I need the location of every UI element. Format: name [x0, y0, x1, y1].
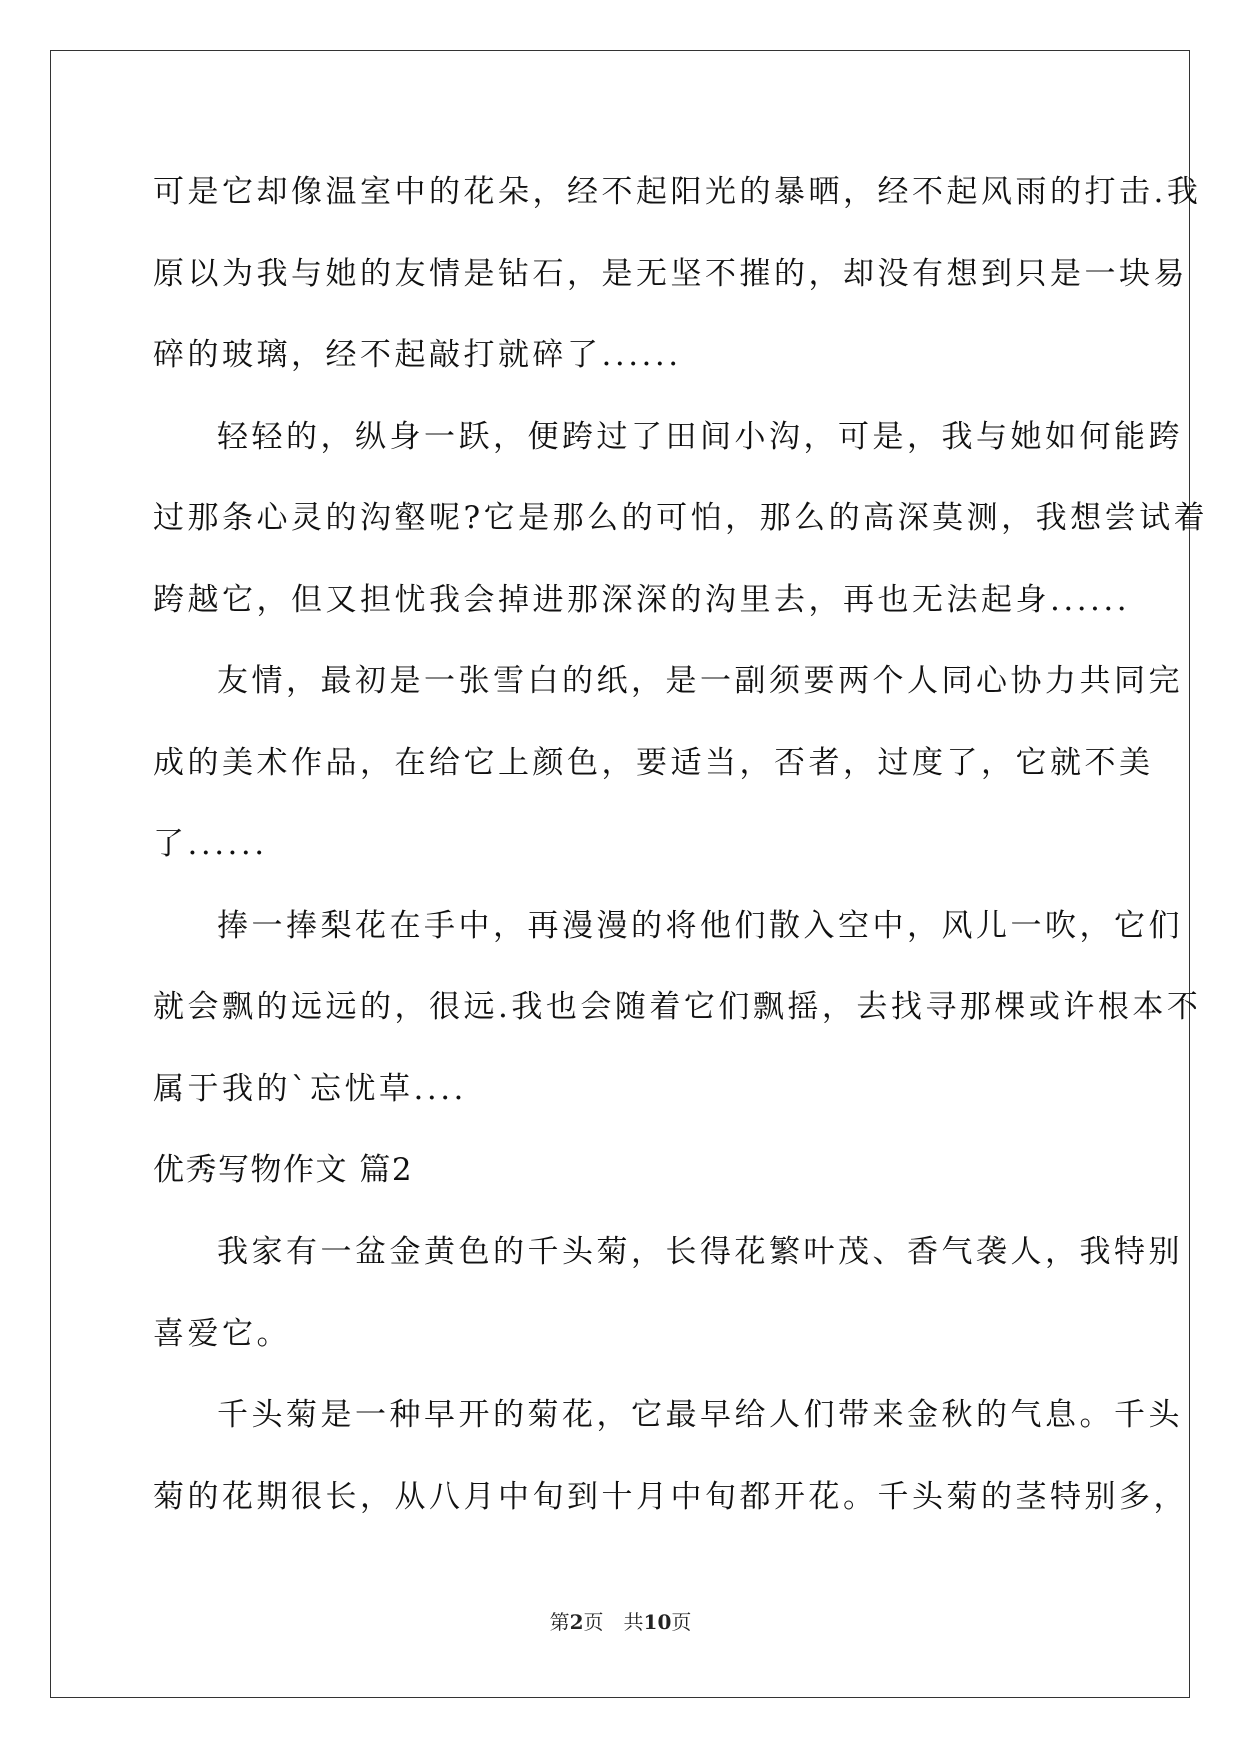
paragraph-line: 可是它却像温室中的花朵，经不起阳光的暴晒，经不起风雨的打击.我 [153, 174, 1202, 210]
footer-prefix: 第 [549, 1610, 570, 1634]
paragraph-line: 成的美术作品，在给它上颜色，要适当，否者，过度了，它就不美 [153, 744, 1154, 781]
paragraph-line: 原以为我与她的友情是钻石，是无坚不摧的，却没有想到只是一块易 [153, 255, 1188, 292]
paragraph-line: 了...... [153, 826, 268, 862]
paragraph-line: 友情，最初是一张雪白的纸，是一副须要两个人同心协力共同完 [217, 663, 1183, 699]
paragraph-line: 千头菊是一种早开的菊花，它最早给人们带来金秋的气息。千头 [217, 1397, 1183, 1433]
paragraph-line: 就会飘的远远的，很远.我也会随着它们飘摇，去找寻那棵或许根本不 [153, 989, 1202, 1025]
current-page-number: 2 [569, 1610, 584, 1634]
paragraph-line: 过那条心灵的沟壑呢?它是那么的可怕，那么的高深莫测，我想尝试着 [153, 500, 1209, 536]
total-page-number: 10 [643, 1610, 672, 1634]
section-heading: 优秀写物作文 篇2 [153, 1152, 414, 1188]
page-footer [0, 1610, 1241, 1634]
paragraph-line: 喜爱它。 [153, 1315, 291, 1352]
footer-total-unit: 页 [671, 1610, 692, 1634]
paragraph-line: 碎的玻璃，经不起敲打就碎了...... [153, 337, 682, 373]
document-body [153, 165, 1209, 1551]
paragraph-line: 轻轻的，纵身一跃，便跨过了田间小沟，可是，我与她如何能跨 [217, 418, 1183, 455]
footer-total-prefix: 共 [623, 1610, 644, 1634]
paragraph-line: 跨越它，但又担忧我会掉进那深深的沟里去，再也无法起身...... [153, 581, 1131, 618]
paragraph-line: 菊的花期很长，从八月中旬到十月中旬都开花。千头菊的茎特别多， [153, 1478, 1188, 1515]
paragraph-line: 属于我的`忘忧草.... [153, 1070, 467, 1107]
paragraph-line: 捧一捧梨花在手中，再漫漫的将他们散入空中，风儿一吹，它们 [217, 907, 1183, 944]
footer-page-unit: 页 [583, 1610, 604, 1634]
paragraph-line: 我家有一盆金黄色的千头菊，长得花繁叶茂、香气袭人，我特别 [217, 1234, 1183, 1270]
